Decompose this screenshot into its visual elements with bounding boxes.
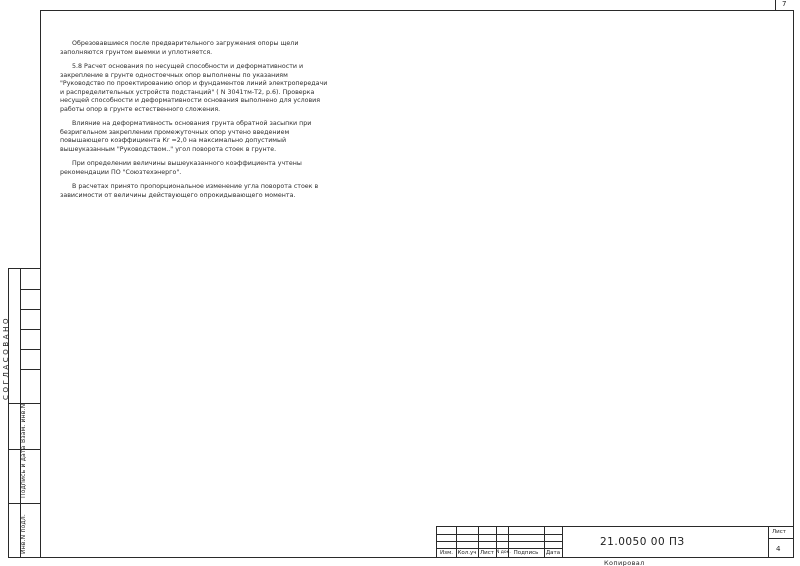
title-block-line [436,534,562,535]
agreed-label: СОГЛАСОВАНО [2,315,10,400]
signature-date-label: Подпись и дата [20,445,27,498]
document-code: 21.0050 00 ПЗ [600,536,685,548]
col-header: N док. [496,550,511,555]
side-stamp-line [20,369,40,370]
col-header: Изм. [440,550,453,556]
paragraph: Обрезовавшиеся после предварительного загружения опоры щели заполняются грунтом выемки и уплотняется. [60,40,299,56]
replaced-inv-label: Взам. инв.N [20,403,27,443]
sheet-number: 4 [776,545,781,553]
copied-label: Копировал [604,559,645,566]
col-header: Подпись [513,550,539,556]
paragraph: 5.8 Расчет основания по несущей способности и деформативности и закрепление в грунте одностоечных опор выполнены по указаниям "Руководство по проектированию опор и фундаментов линий электропередачи и распределительных устройств подстанций" ( N 3041тм-Т2, р.6). Проверка несущей способности и деформативности основания выполнено для условия работы опор в грунте естественного сложения. [60,63,328,113]
title-block-line [562,527,563,558]
paragraph: Влияние на деформативность основания грунта обратной засыпки при безригельном закреплении промежуточных опор учтено введением повышающего коэффициента Кr =2,0 на максимально допустимый вышеуказанным "Руководством.." угол поворота стоек в грунте. [60,120,312,153]
side-stamp-line [20,329,40,330]
side-stamp-line [20,289,40,290]
col-header: Дата [545,550,561,556]
corner-sheet-number: 7 [782,0,787,8]
paragraph: При определении величины вышеуказанного коэффициента учтены рекомендации ПО "Союзтехэнерго". [60,160,302,176]
title-block-line [768,527,769,558]
title-block-line [436,541,562,542]
body-text [60,40,328,206]
col-header: Лист [480,550,494,556]
side-stamp-line [20,349,40,350]
side-stamp-line [9,503,40,504]
title-block-line [768,538,794,539]
sheet-label: Лист [772,529,786,535]
col-header: Кол.уч [457,550,477,556]
side-stamp-line [20,309,40,310]
paragraph: В расчетах принято пропорциональное изменение угла поворота стоек в зависимости от величины действующего опрокидывающего момента. [60,183,319,199]
inv-original-label: Инв.N подл. [20,514,27,554]
